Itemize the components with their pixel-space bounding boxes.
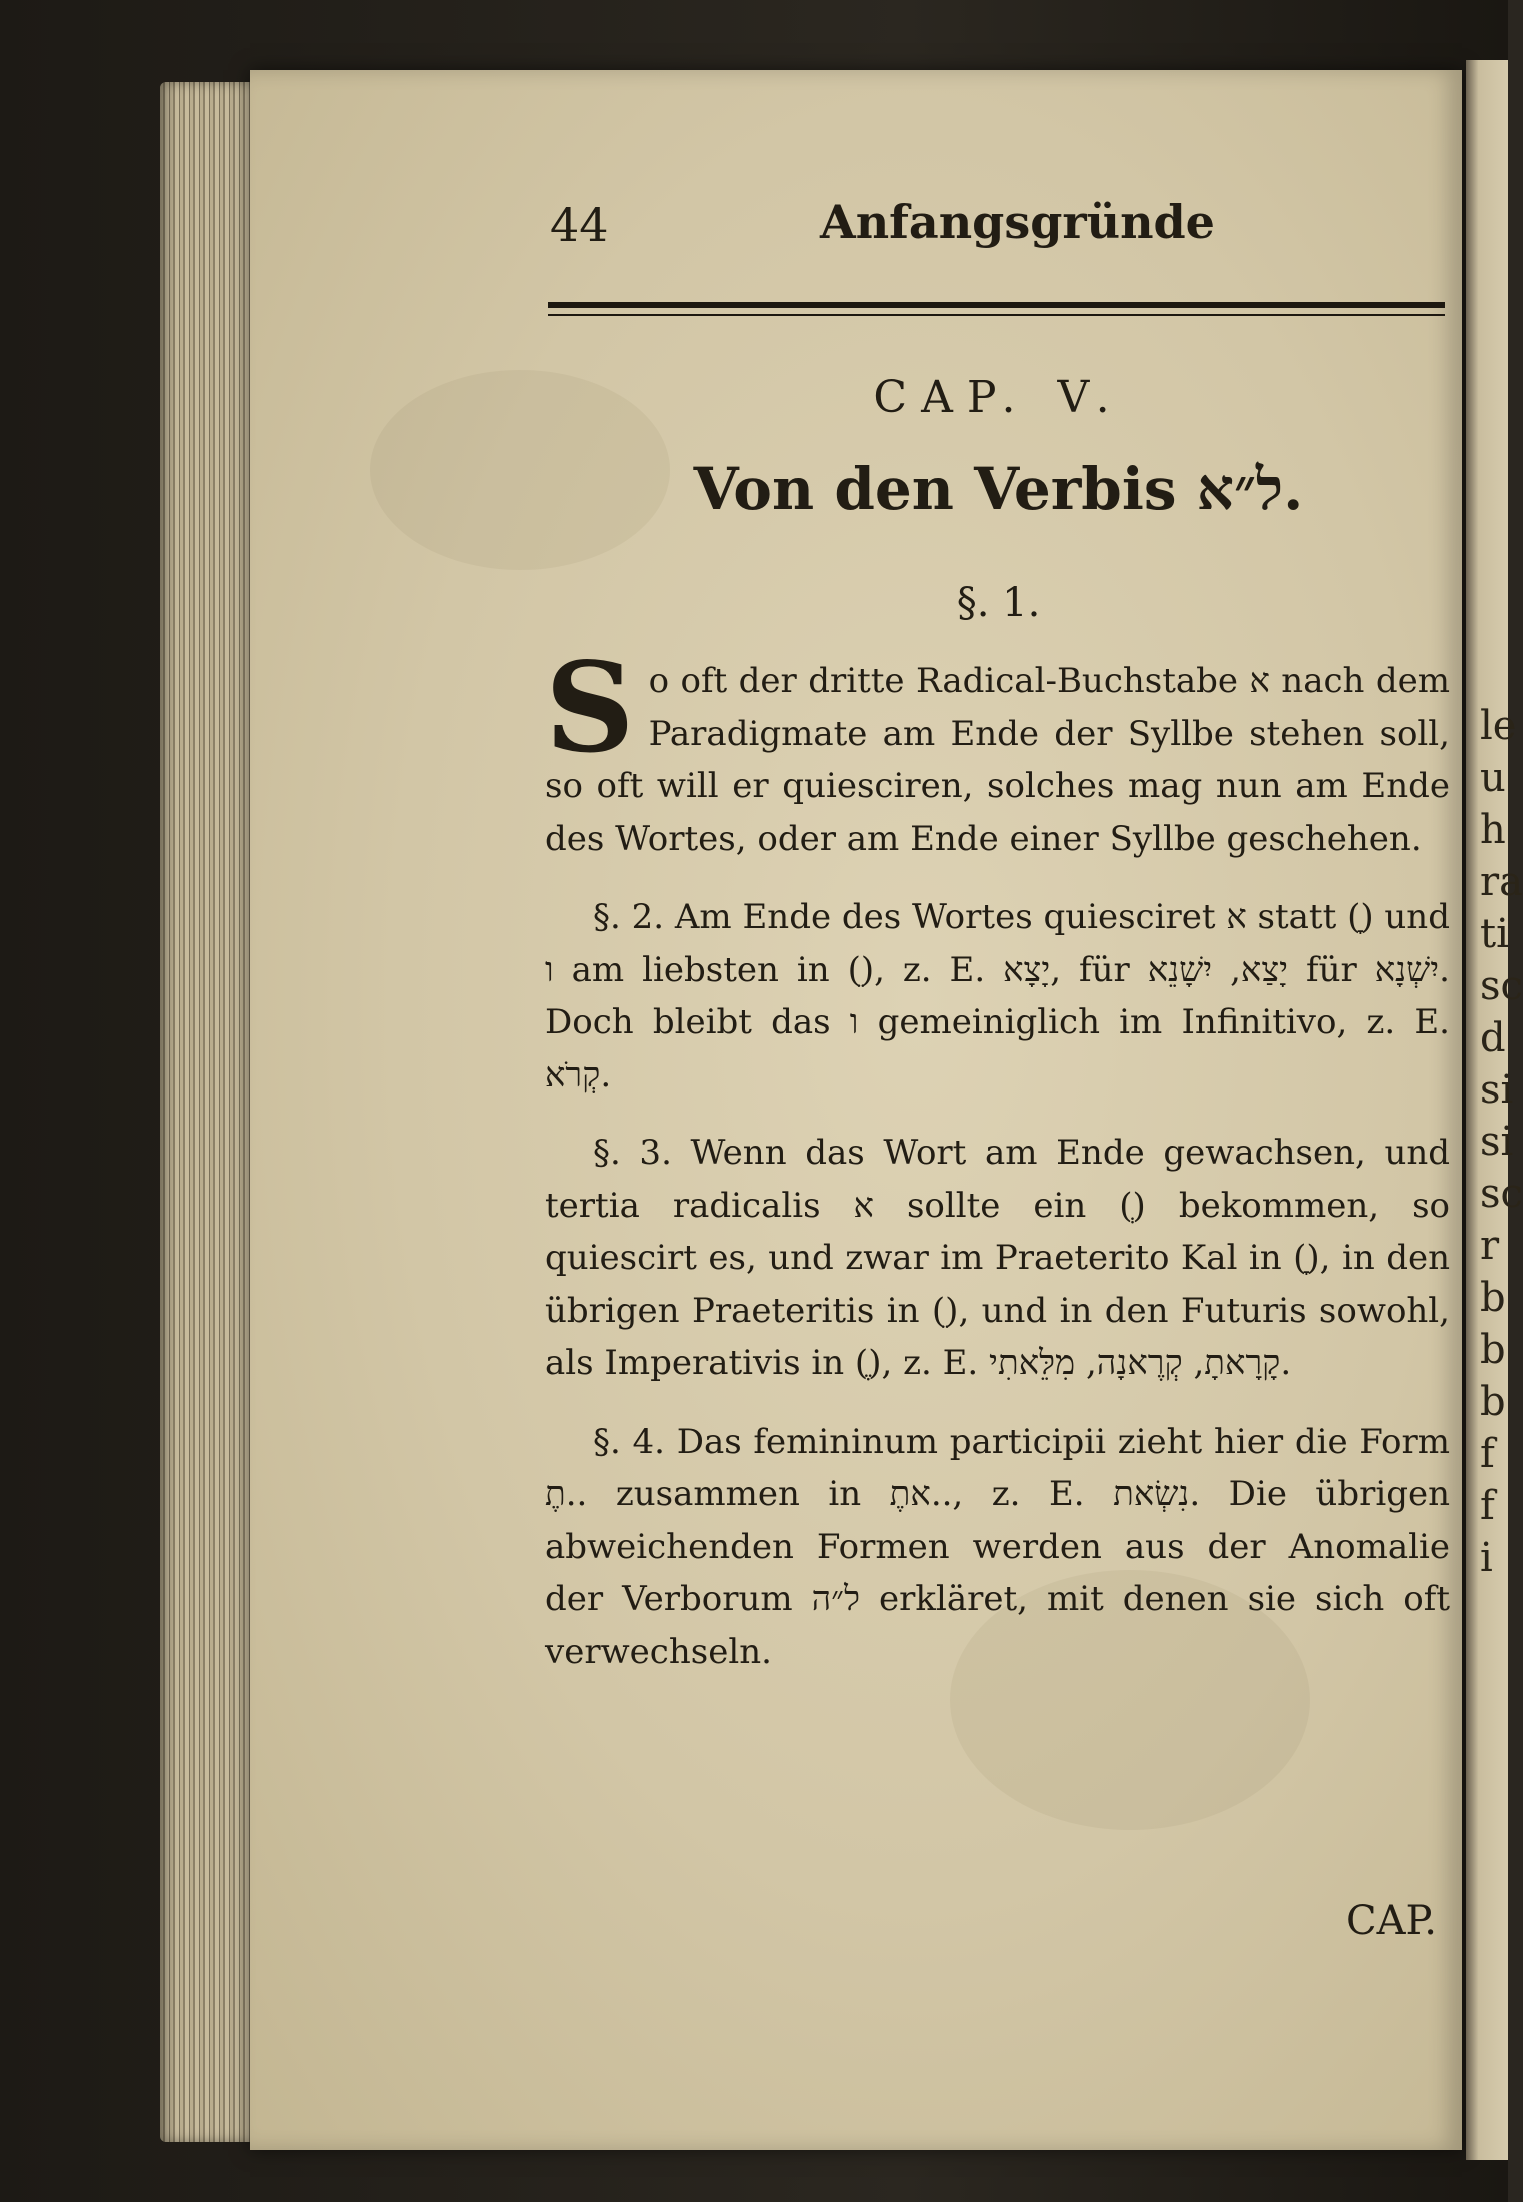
chapter-label: CAP. V. (873, 372, 1124, 423)
facing-page-edge (1466, 60, 1523, 2160)
page-number: 44 (550, 198, 609, 252)
paragraph-2: §. 2. Am Ende des Wortes quiesciret א statt (ָ) und ו am liebsten in (ֵ), z. E. יָצָא, für יָצַא, יִשָׁנֵא für יִשְׁנָא. Doch bleibt das ו gemeiniglich im Infinitivo, z. E. קְרֹא. (545, 897, 1450, 1095)
facing-page-fragment: ra (1480, 859, 1523, 905)
facing-page-fragment: le (1480, 703, 1517, 749)
paragraph-4: §. 4. Das femininum participii zieht hier die Form תֶ.. zusammen in אתֶ.., z. E. נִשְׂאת. Die übrigen abweichenden Formen werden aus der Anomalie der Verborum ל״ה erkläret, mit denen sie sich oft verwechseln. (545, 1421, 1451, 1672)
chapter-title: Von den Verbis ל״א. (693, 455, 1304, 523)
facing-page-fragment: h (1480, 807, 1506, 853)
facing-page-fragment: ti (1480, 911, 1509, 957)
drop-cap: S (545, 636, 635, 781)
facing-page-fragment: si (1480, 1067, 1514, 1113)
facing-page-fragment: u (1480, 755, 1506, 801)
header-rule-thick (548, 302, 1445, 308)
facing-page-fragment: i (1480, 1535, 1493, 1581)
paragraph-1 (545, 636, 1450, 865)
catchword: CAP. (1346, 1898, 1438, 1944)
facing-page-fragment: f (1480, 1431, 1495, 1477)
facing-page-fragment: sc (1480, 1171, 1523, 1217)
facing-page-text (1480, 700, 1523, 1584)
facing-page-fragment: si (1480, 1119, 1514, 1165)
paragraph-text: o oft der dritte Radical-Buchstabe א nach dem Paradigmate am Ende der Syllbe stehen soll, so oft will er quiesciren, solches mag nun am Ende des Wortes, oder am Ende einer Syllbe geschehen. (545, 661, 1450, 859)
facing-page-fragment: r (1480, 1223, 1500, 1269)
header-rule-thin (548, 314, 1445, 316)
facing-page-fragment: sc (1480, 963, 1523, 1009)
facing-page-fragment: f (1480, 1483, 1495, 1529)
facing-page-fragment: b (1480, 1275, 1506, 1321)
paragraph-3: §. 3. Wenn das Wort am Ende gewachsen, und tertia radicalis א sollte ein (ְ) bekommen, so quiescirt es, und zwar im Praeterito Kal in (ָ), in den übrigen Praeteritis in (ֵ), und in den Futuris sowohl, als Imperativis in (ֶ), z. E. קָרָאתָ, קְרֶאנָה, מִלֵּאתִי. (545, 1133, 1451, 1383)
facing-page-fragment: d (1480, 1015, 1506, 1061)
body-text (545, 636, 1451, 1704)
section-mark: §. 1. (956, 580, 1041, 626)
facing-page-fragment: b (1480, 1379, 1506, 1425)
facing-page-fragment: b (1480, 1327, 1506, 1373)
running-title: Anfangsgründe (820, 195, 1215, 249)
